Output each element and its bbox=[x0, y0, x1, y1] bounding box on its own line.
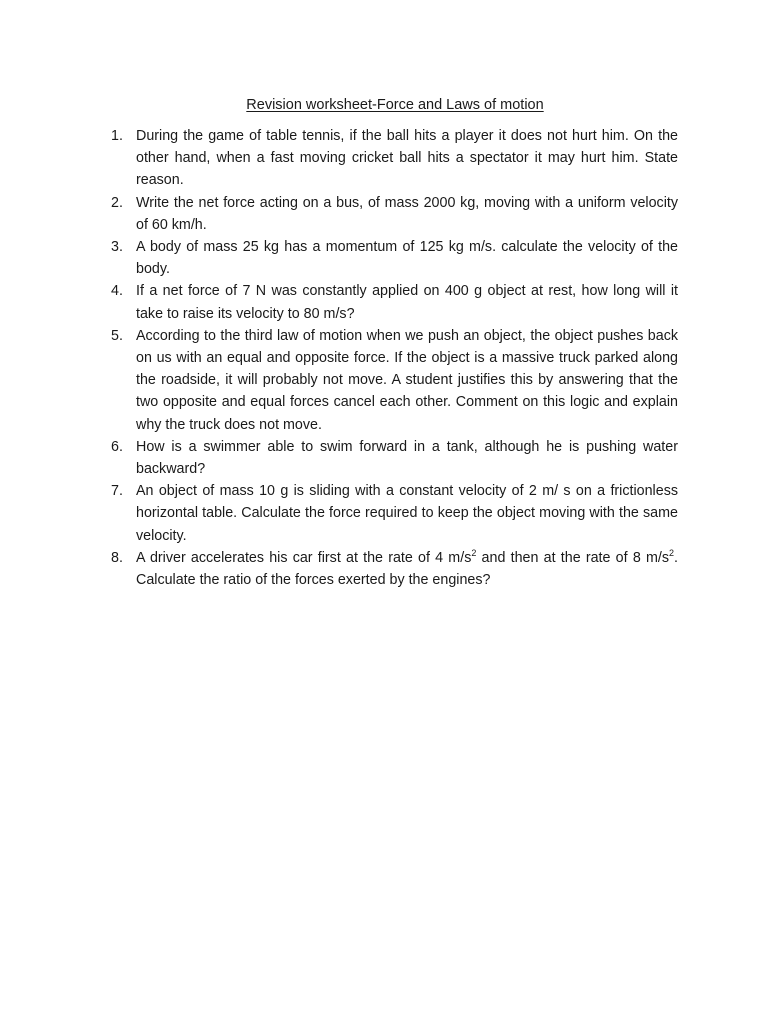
question-7 bbox=[111, 480, 678, 547]
question-list bbox=[111, 125, 678, 591]
question-number: 4. bbox=[111, 283, 123, 300]
question-number: 7. bbox=[111, 483, 123, 500]
question-6 bbox=[111, 436, 678, 480]
question-5 bbox=[111, 325, 678, 436]
question-number: 1. bbox=[111, 128, 123, 144]
question-4 bbox=[111, 280, 678, 324]
question-number: 5. bbox=[111, 327, 123, 344]
question-text: An object of mass 10 g is sliding with a constant velocity of 2 m/ s on a frictionless horizontal table. Calculate the force required to keep the object moving with the same velocity. bbox=[136, 483, 678, 544]
question-text: According to the third law of motion when we push an object, the object pushes back on us with an equal and opposite force. If the object is a massive truck parked along the roadside, it will probably not move. A student justifies this by answering that the two opposite and equal forces cancel each other. Comment on this logic and explain why the truck does not move. bbox=[136, 327, 678, 433]
question-number: 3. bbox=[111, 239, 123, 256]
question-2 bbox=[111, 192, 678, 236]
question-text-part: . Calculate the ratio of the forces exerted by the engines? bbox=[136, 549, 678, 589]
question-text-part: A driver accelerates his car first at the rate of 4 m/s bbox=[136, 549, 472, 566]
question-number: 2. bbox=[111, 194, 123, 211]
question-text: If a net force of 7 N was constantly applied on 400 g object at rest, how long will it take to raise its velocity to 80 m/s? bbox=[136, 283, 678, 322]
question-1 bbox=[111, 125, 678, 192]
exponent: 2 bbox=[669, 548, 675, 559]
question-text bbox=[136, 547, 678, 591]
worksheet-title: Revision worksheet-Force and Laws of motion bbox=[246, 97, 544, 113]
question-3 bbox=[111, 236, 678, 280]
question-text: A body of mass 25 kg has a momentum of 125 kg m/s. calculate the velocity of the body. bbox=[136, 239, 678, 278]
question-8 bbox=[111, 547, 678, 591]
question-number: 8. bbox=[111, 549, 123, 566]
exponent: 2 bbox=[471, 548, 477, 559]
question-text-part: and then at the rate of 8 m/s bbox=[476, 549, 669, 566]
question-text: How is a swimmer able to swim forward in a tank, although he is pushing water backward? bbox=[136, 438, 678, 478]
question-number: 6. bbox=[111, 438, 123, 455]
question-text: During the game of table tennis, if the ball hits a player it does not hurt him. On the other hand, when a fast moving cricket ball hits a spectator it may hurt him. State reason. bbox=[136, 128, 678, 189]
question-text: Write the net force acting on a bus, of mass 2000 kg, moving with a uniform velocity of 60 km/h. bbox=[136, 194, 678, 233]
